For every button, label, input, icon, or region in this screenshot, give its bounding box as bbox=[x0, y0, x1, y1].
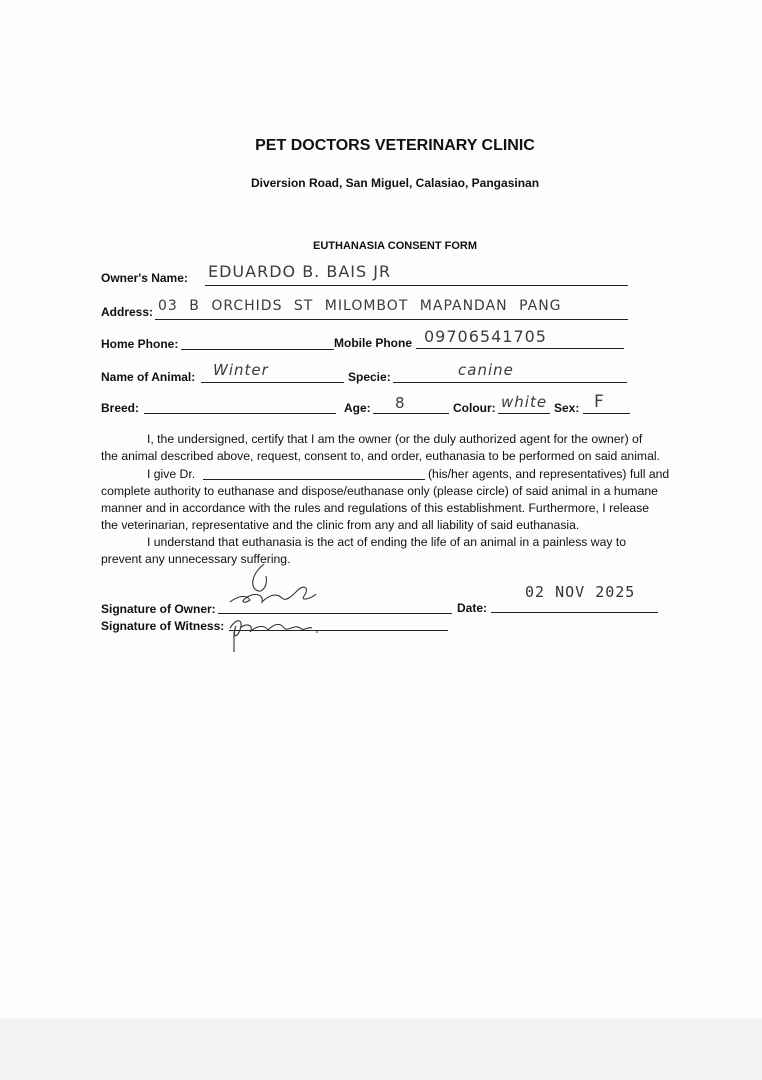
consent-p2-end: (his/her agents, and representatives) full and bbox=[428, 467, 670, 481]
consent-p2-line2: complete authority to euthanase and dispose/euthanase only (please circle) of said animal in a humane bbox=[101, 484, 658, 498]
age-line bbox=[373, 413, 449, 414]
breed-label: Breed: bbox=[101, 401, 140, 415]
owner-name-line bbox=[205, 285, 628, 286]
clinic-address: Diversion Road, San Miguel, Calasiao, Pangasinan bbox=[250, 176, 540, 190]
consent-p2-line3: manner and in accordance with the rules and regulations of this establishment. Furthermore, I release bbox=[101, 501, 650, 515]
consent-p1-line1: I, the undersigned, certify that I am the owner (or the duly authorized agent for the owner) of bbox=[147, 432, 643, 446]
age-label: Age: bbox=[344, 401, 371, 415]
date-stamp: 02 NOV 2025 bbox=[525, 583, 636, 601]
address-value: 03 B ORCHIDS ST MILOMBOT MAPANDAN PANG bbox=[158, 298, 562, 314]
consent-p2-start: I give Dr. bbox=[147, 467, 196, 481]
mobile-phone-line bbox=[416, 348, 624, 349]
mobile-phone-label: Mobile Phone bbox=[334, 336, 412, 350]
colour-label: Colour: bbox=[453, 401, 496, 415]
animal-name-label: Name of Animal: bbox=[101, 370, 196, 384]
scan-bottom-band bbox=[0, 1018, 762, 1080]
home-phone-line bbox=[181, 349, 334, 350]
date-label: Date: bbox=[457, 601, 488, 615]
address-label: Address: bbox=[101, 305, 154, 319]
owner-signature-label: Signature of Owner: bbox=[101, 602, 216, 616]
mobile-phone-value: 09706541705 bbox=[424, 327, 547, 346]
breed-line bbox=[144, 413, 336, 414]
address-line bbox=[155, 319, 628, 320]
animal-name-value: Winter bbox=[213, 361, 269, 379]
form-title: EUTHANASIA CONSENT FORM bbox=[313, 240, 477, 252]
home-phone-label: Home Phone: bbox=[101, 337, 179, 351]
specie-value: canine bbox=[458, 361, 514, 379]
specie-label: Specie: bbox=[348, 370, 391, 384]
age-value: 8 bbox=[395, 394, 406, 412]
specie-line bbox=[393, 382, 627, 383]
date-line bbox=[491, 612, 658, 613]
consent-p3-line2: prevent any unnecessary suffering. bbox=[101, 552, 291, 566]
sex-label: Sex: bbox=[554, 401, 580, 415]
witness-signature-label: Signature of Witness: bbox=[101, 619, 225, 633]
witness-signature-image bbox=[226, 610, 326, 654]
doctor-name-line bbox=[203, 479, 425, 480]
consent-p1-line2: the animal described above, request, consent to, and order, euthanasia to be performed on said animal. bbox=[101, 449, 660, 463]
colour-line bbox=[498, 413, 550, 414]
owner-signature-image bbox=[224, 558, 324, 616]
colour-value: white bbox=[501, 393, 548, 411]
sex-value: F bbox=[594, 392, 605, 412]
animal-name-line bbox=[201, 382, 344, 383]
sex-line bbox=[583, 413, 630, 414]
clinic-name: PET DOCTORS VETERINARY CLINIC bbox=[255, 137, 535, 154]
owner-name-value: EDUARDO B. BAIS JR bbox=[208, 262, 392, 281]
consent-p2-line4: the veterinarian, representative and the clinic from any and all liability of said euthanasia. bbox=[101, 518, 580, 532]
owner-name-label: Owner's Name: bbox=[101, 271, 188, 285]
consent-p3-line1: I understand that euthanasia is the act of ending the life of an animal in a painless way to bbox=[147, 535, 627, 549]
